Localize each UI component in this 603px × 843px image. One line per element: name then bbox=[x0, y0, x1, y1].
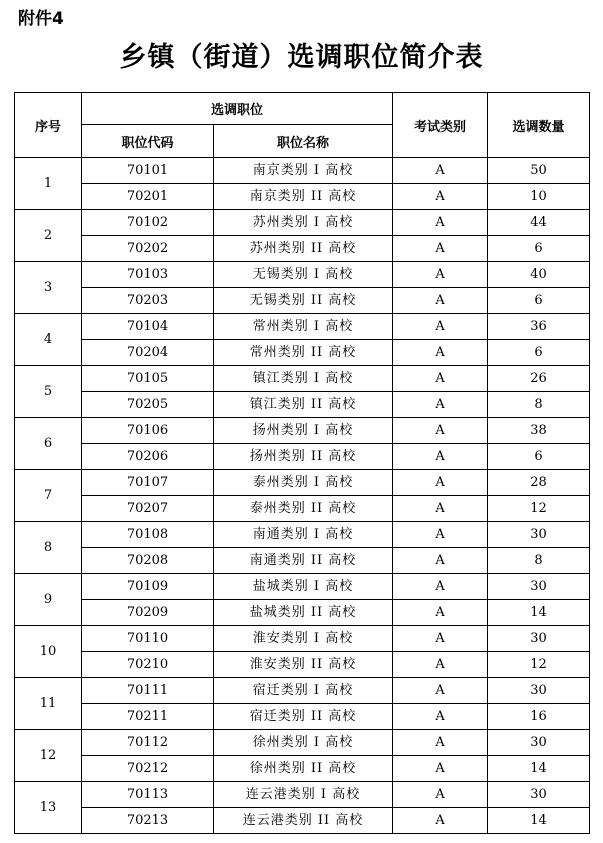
table-row bbox=[15, 366, 590, 392]
exam-type-cell: A bbox=[393, 392, 488, 418]
position-name-cell: 扬州类别 I 高校 bbox=[214, 418, 393, 444]
header-seq: 序号 bbox=[15, 93, 82, 158]
header-position-name: 职位名称 bbox=[214, 125, 393, 158]
position-code-cell: 70209 bbox=[82, 600, 214, 626]
exam-type-cell: A bbox=[393, 626, 488, 652]
header-exam-type: 考试类别 bbox=[393, 93, 488, 158]
table-row bbox=[15, 522, 590, 548]
page-title: 乡镇（街道）选调职位简介表 bbox=[119, 42, 484, 73]
position-code-cell: 70108 bbox=[82, 522, 214, 548]
position-name-cell: 镇江类别 II 高校 bbox=[214, 392, 393, 418]
seq-cell: 2 bbox=[15, 210, 82, 262]
exam-type-cell: A bbox=[393, 340, 488, 366]
table-row bbox=[15, 782, 590, 808]
table-row bbox=[15, 756, 590, 782]
exam-type-cell: A bbox=[393, 262, 488, 288]
seq-cell: 4 bbox=[15, 314, 82, 366]
quota-cell: 8 bbox=[488, 392, 590, 418]
quota-cell: 10 bbox=[488, 184, 590, 210]
table-row bbox=[15, 158, 590, 184]
table-row bbox=[15, 236, 590, 262]
seq-cell: 13 bbox=[15, 782, 82, 834]
position-code-cell: 70104 bbox=[82, 314, 214, 340]
seq-cell: 8 bbox=[15, 522, 82, 574]
exam-type-cell: A bbox=[393, 678, 488, 704]
table-row bbox=[15, 210, 590, 236]
exam-type-cell: A bbox=[393, 808, 488, 834]
quota-cell: 30 bbox=[488, 522, 590, 548]
quota-cell: 12 bbox=[488, 652, 590, 678]
position-name-cell: 无锡类别 I 高校 bbox=[214, 262, 393, 288]
seq-cell: 7 bbox=[15, 470, 82, 522]
position-code-cell: 70212 bbox=[82, 756, 214, 782]
position-code-cell: 70210 bbox=[82, 652, 214, 678]
table-row bbox=[15, 262, 590, 288]
position-name-cell: 无锡类别 II 高校 bbox=[214, 288, 393, 314]
exam-type-cell: A bbox=[393, 652, 488, 678]
header-position-group: 选调职位 bbox=[82, 93, 393, 125]
header-row-top bbox=[15, 93, 590, 125]
quota-cell: 30 bbox=[488, 678, 590, 704]
table-row bbox=[15, 704, 590, 730]
position-name-cell: 扬州类别 II 高校 bbox=[214, 444, 393, 470]
table-row bbox=[15, 626, 590, 652]
position-code-cell: 70103 bbox=[82, 262, 214, 288]
position-code-cell: 70202 bbox=[82, 236, 214, 262]
exam-type-cell: A bbox=[393, 574, 488, 600]
position-name-cell: 连云港类别 II 高校 bbox=[214, 808, 393, 834]
position-name-cell: 宿迁类别 II 高校 bbox=[214, 704, 393, 730]
position-name-cell: 泰州类别 I 高校 bbox=[214, 470, 393, 496]
exam-type-cell: A bbox=[393, 366, 488, 392]
position-name-cell: 南京类别 I 高校 bbox=[214, 158, 393, 184]
position-name-cell: 徐州类别 I 高校 bbox=[214, 730, 393, 756]
position-code-cell: 70112 bbox=[82, 730, 214, 756]
table-row bbox=[15, 548, 590, 574]
position-name-cell: 泰州类别 II 高校 bbox=[214, 496, 393, 522]
table-row bbox=[15, 600, 590, 626]
table-row bbox=[15, 418, 590, 444]
seq-cell: 3 bbox=[15, 262, 82, 314]
position-code-cell: 70106 bbox=[82, 418, 214, 444]
position-code-cell: 70204 bbox=[82, 340, 214, 366]
table-row bbox=[15, 574, 590, 600]
quota-cell: 40 bbox=[488, 262, 590, 288]
quota-cell: 14 bbox=[488, 600, 590, 626]
exam-type-cell: A bbox=[393, 444, 488, 470]
position-code-cell: 70105 bbox=[82, 366, 214, 392]
position-name-cell: 苏州类别 II 高校 bbox=[214, 236, 393, 262]
position-table bbox=[14, 92, 590, 834]
position-name-cell: 盐城类别 I 高校 bbox=[214, 574, 393, 600]
seq-cell: 9 bbox=[15, 574, 82, 626]
table-row bbox=[15, 444, 590, 470]
quota-cell: 6 bbox=[488, 340, 590, 366]
attachment-label: 附件4 bbox=[18, 9, 64, 29]
position-name-cell: 镇江类别 I 高校 bbox=[214, 366, 393, 392]
table-row bbox=[15, 392, 590, 418]
position-code-cell: 70107 bbox=[82, 470, 214, 496]
quota-cell: 14 bbox=[488, 808, 590, 834]
quota-cell: 8 bbox=[488, 548, 590, 574]
quota-cell: 14 bbox=[488, 756, 590, 782]
position-code-cell: 70211 bbox=[82, 704, 214, 730]
table-row bbox=[15, 652, 590, 678]
header-position-code: 职位代码 bbox=[82, 125, 214, 158]
position-name-cell: 常州类别 II 高校 bbox=[214, 340, 393, 366]
table-row bbox=[15, 808, 590, 834]
quota-cell: 16 bbox=[488, 704, 590, 730]
quota-cell: 30 bbox=[488, 626, 590, 652]
table-row bbox=[15, 470, 590, 496]
position-code-cell: 70213 bbox=[82, 808, 214, 834]
exam-type-cell: A bbox=[393, 470, 488, 496]
quota-cell: 6 bbox=[488, 288, 590, 314]
table-row bbox=[15, 314, 590, 340]
position-code-cell: 70109 bbox=[82, 574, 214, 600]
quota-cell: 36 bbox=[488, 314, 590, 340]
exam-type-cell: A bbox=[393, 730, 488, 756]
position-code-cell: 70203 bbox=[82, 288, 214, 314]
position-name-cell: 宿迁类别 I 高校 bbox=[214, 678, 393, 704]
position-name-cell: 南京类别 II 高校 bbox=[214, 184, 393, 210]
position-code-cell: 70102 bbox=[82, 210, 214, 236]
table-row bbox=[15, 496, 590, 522]
quota-cell: 30 bbox=[488, 782, 590, 808]
exam-type-cell: A bbox=[393, 782, 488, 808]
seq-cell: 12 bbox=[15, 730, 82, 782]
quota-cell: 38 bbox=[488, 418, 590, 444]
position-name-cell: 南通类别 I 高校 bbox=[214, 522, 393, 548]
position-code-cell: 70110 bbox=[82, 626, 214, 652]
exam-type-cell: A bbox=[393, 548, 488, 574]
quota-cell: 6 bbox=[488, 444, 590, 470]
quota-cell: 50 bbox=[488, 158, 590, 184]
exam-type-cell: A bbox=[393, 600, 488, 626]
exam-type-cell: A bbox=[393, 158, 488, 184]
position-code-cell: 70207 bbox=[82, 496, 214, 522]
exam-type-cell: A bbox=[393, 756, 488, 782]
seq-cell: 10 bbox=[15, 626, 82, 678]
position-code-cell: 70201 bbox=[82, 184, 214, 210]
position-code-cell: 70113 bbox=[82, 782, 214, 808]
quota-cell: 28 bbox=[488, 470, 590, 496]
quota-cell: 30 bbox=[488, 730, 590, 756]
position-name-cell: 淮安类别 II 高校 bbox=[214, 652, 393, 678]
quota-cell: 6 bbox=[488, 236, 590, 262]
quota-cell: 30 bbox=[488, 574, 590, 600]
table-row bbox=[15, 184, 590, 210]
position-name-cell: 南通类别 II 高校 bbox=[214, 548, 393, 574]
exam-type-cell: A bbox=[393, 418, 488, 444]
table-row bbox=[15, 288, 590, 314]
position-code-cell: 70205 bbox=[82, 392, 214, 418]
header-quota: 选调数量 bbox=[488, 93, 590, 158]
quota-cell: 44 bbox=[488, 210, 590, 236]
exam-type-cell: A bbox=[393, 184, 488, 210]
position-code-cell: 70111 bbox=[82, 678, 214, 704]
table-row bbox=[15, 678, 590, 704]
position-name-cell: 淮安类别 I 高校 bbox=[214, 626, 393, 652]
seq-cell: 1 bbox=[15, 158, 82, 210]
table-row bbox=[15, 340, 590, 366]
exam-type-cell: A bbox=[393, 704, 488, 730]
exam-type-cell: A bbox=[393, 496, 488, 522]
position-code-cell: 70206 bbox=[82, 444, 214, 470]
position-code-cell: 70101 bbox=[82, 158, 214, 184]
exam-type-cell: A bbox=[393, 522, 488, 548]
seq-cell: 5 bbox=[15, 366, 82, 418]
position-name-cell: 连云港类别 I 高校 bbox=[214, 782, 393, 808]
seq-cell: 6 bbox=[15, 418, 82, 470]
position-name-cell: 徐州类别 II 高校 bbox=[214, 756, 393, 782]
exam-type-cell: A bbox=[393, 210, 488, 236]
quota-cell: 12 bbox=[488, 496, 590, 522]
position-code-cell: 70208 bbox=[82, 548, 214, 574]
position-name-cell: 盐城类别 II 高校 bbox=[214, 600, 393, 626]
exam-type-cell: A bbox=[393, 236, 488, 262]
exam-type-cell: A bbox=[393, 314, 488, 340]
position-name-cell: 常州类别 I 高校 bbox=[214, 314, 393, 340]
seq-cell: 11 bbox=[15, 678, 82, 730]
table-body bbox=[15, 158, 590, 834]
exam-type-cell: A bbox=[393, 288, 488, 314]
table-row bbox=[15, 730, 590, 756]
position-name-cell: 苏州类别 I 高校 bbox=[214, 210, 393, 236]
quota-cell: 26 bbox=[488, 366, 590, 392]
